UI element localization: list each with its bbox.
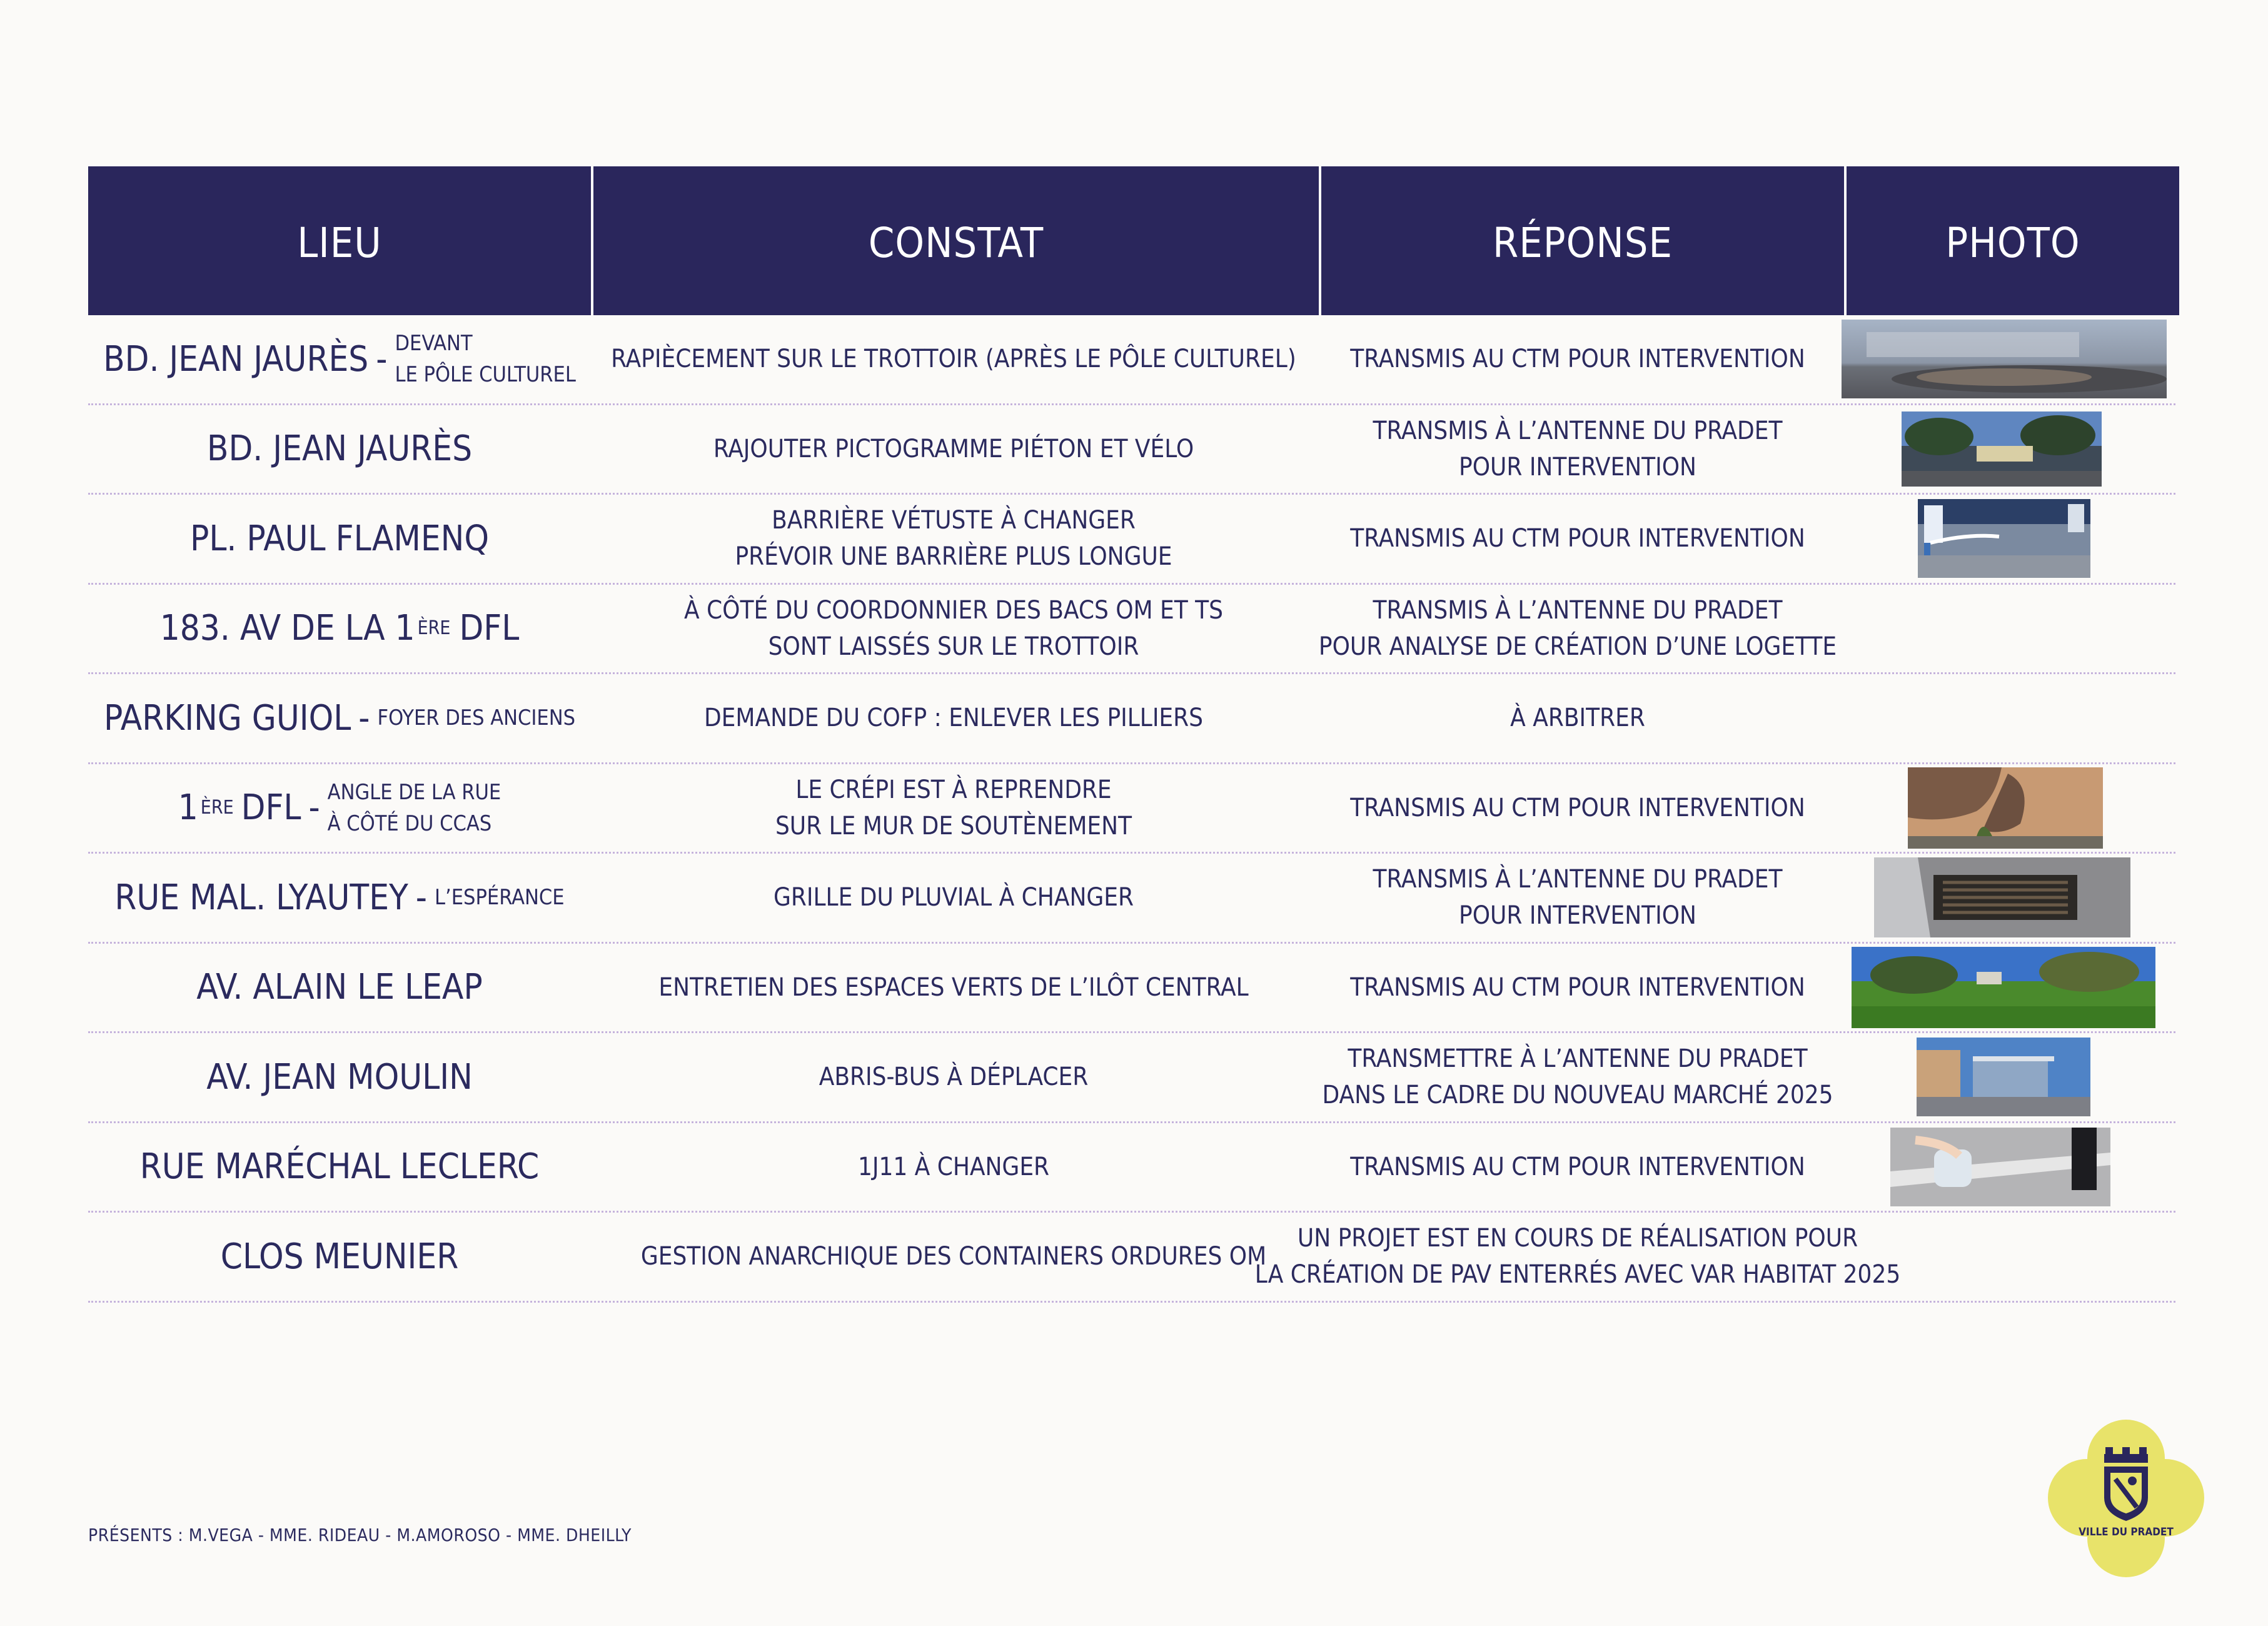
lieu-cell	[88, 495, 591, 583]
photo-cell	[1839, 854, 2175, 942]
trottoir-photo[interactable]	[1842, 320, 2167, 398]
reponse-cell	[1316, 585, 1839, 673]
lieu-main: 183. AV DE LA 1	[159, 608, 415, 649]
photo-cell	[1839, 764, 2175, 852]
reponse-text: TRANSMIS AU CTM POUR INTERVENTION	[1350, 345, 1805, 374]
constat-cell	[591, 764, 1316, 852]
reponse-cell	[1316, 854, 1839, 942]
reponse-text: POUR INTERVENTION	[1459, 452, 1696, 482]
table-row	[88, 764, 2175, 854]
lieu-main: PARKING GUIOL	[103, 697, 351, 739]
lieu-cell	[88, 405, 591, 493]
constat-text: ENTRETIEN DES ESPACES VERTS DE L’ILÔT CENTRAL	[658, 972, 1249, 1002]
constat-cell	[591, 1213, 1316, 1301]
table-row	[88, 1213, 2175, 1303]
barriere-photo[interactable]	[1918, 499, 2090, 578]
photo-cell	[1839, 1213, 2175, 1301]
reponse-text: TRANSMIS AU CTM POUR INTERVENTION	[1350, 793, 1805, 822]
observations-table	[88, 166, 2175, 1303]
lieu-after: DFL	[459, 608, 520, 649]
table-row	[88, 405, 2175, 495]
reponse-text: POUR ANALYSE DE CRÉATION D’UNE LOGETTE	[1318, 632, 1837, 661]
constat-cell	[591, 315, 1316, 403]
constat-text: GRILLE DU PLUVIAL À CHANGER	[774, 883, 1134, 912]
lieu-after: DFL	[241, 787, 301, 829]
flower-logo-icon	[2048, 1420, 2204, 1577]
lieu-cell: RUE MAL. LYAUTEY - L’ESPÉRANCE	[114, 877, 565, 918]
lieu-main: 1	[178, 787, 198, 829]
reponse-text: TRANSMETTRE À L’ANTENNE DU PRADET	[1348, 1044, 1808, 1074]
constat-cell	[591, 944, 1316, 1032]
constat-cell	[591, 585, 1316, 673]
lieu-cell	[88, 1123, 591, 1211]
lieu-sub: L’ESPÉRANCE	[434, 885, 565, 911]
constat-cell	[591, 854, 1316, 942]
lieu-sub-line: DEVANT	[395, 331, 473, 356]
lieu-sub-line: ANGLE DE LA RUE	[327, 779, 501, 805]
reponse-text: TRANSMIS AU CTM POUR INTERVENTION	[1350, 972, 1805, 1002]
lieu-main: CLOS MEUNIER	[220, 1236, 459, 1277]
lieu-superscript: ÈRE	[417, 617, 451, 640]
constat-text: RAJOUTER PICTOGRAMME PIÉTON ET VÉLO	[713, 434, 1194, 463]
reponse-text: TRANSMIS À L’ANTENNE DU PRADET	[1373, 595, 1783, 625]
header-constat: CONSTAT	[593, 166, 1319, 315]
table-row	[88, 315, 2175, 405]
abribus-photo[interactable]	[1917, 1038, 2090, 1116]
reponse-cell	[1316, 764, 1839, 852]
lieu-main: RUE MARÉCHAL LECLERC	[139, 1146, 540, 1188]
ville-du-pradet-logo	[2048, 1420, 2204, 1577]
boulevard-photo[interactable]	[1902, 412, 2102, 487]
photo-cell	[1839, 495, 2175, 583]
lieu-cell	[88, 1033, 591, 1121]
constat-text: BARRIÈRE VÉTUSTE À CHANGER	[772, 506, 1136, 535]
lieu-cell: 1 ÈRE DFL - ANGLE DE LA RUE À CÔTÉ DU CCAS	[88, 764, 591, 852]
grille-photo[interactable]	[1874, 857, 2130, 937]
reponse-text: POUR INTERVENTION	[1459, 901, 1696, 931]
table-row	[88, 854, 2175, 944]
reponse-cell	[1316, 944, 1839, 1032]
attendees-footer: PRÉSENTS : M.VEGA - MME. RIDEAU - M.AMOROSO - MME. DHEILLY	[88, 1525, 632, 1545]
lieu-superscript: ÈRE	[200, 797, 234, 819]
lieu-cell: PARKING GUIOL - FOYER DES ANCIENS	[103, 697, 576, 739]
reponse-text: TRANSMIS AU CTM POUR INTERVENTION	[1350, 1152, 1805, 1181]
mur-photo[interactable]	[1908, 767, 2103, 849]
constat-text: 1J11 À CHANGER	[857, 1152, 1050, 1181]
lieu-cell	[88, 1213, 591, 1301]
lieu-cell	[88, 585, 591, 673]
photo-cell	[1839, 405, 2175, 493]
lieu-sub-line: À CÔTÉ DU CCAS	[327, 810, 492, 836]
reponse-cell	[1316, 1033, 1839, 1121]
constat-text: PRÉVOIR UNE BARRIÈRE PLUS LONGUE	[735, 542, 1172, 572]
lieu-main: PL. PAUL FLAMENQ	[189, 518, 490, 559]
reponse-cell	[1254, 1213, 1901, 1301]
constat-text: ABRIS-BUS À DÉPLACER	[819, 1063, 1089, 1092]
logo-text: VILLE DU PRADET	[2079, 1526, 2174, 1538]
constat-text: DEMANDE DU COFP : ENLEVER LES PILLIERS	[703, 704, 1204, 733]
lieu-sub	[328, 777, 501, 839]
reponse-text: TRANSMIS À L’ANTENNE DU PRADET	[1373, 865, 1783, 894]
photo-cell	[1839, 674, 2175, 762]
lieu-sub-line: LE PÔLE CULTUREL	[395, 362, 576, 388]
lieu-main: BD. JEAN JAURÈS	[103, 338, 369, 380]
header-lieu: LIEU	[88, 166, 591, 315]
photo-cell	[1839, 944, 2175, 1032]
lieu-sub	[395, 328, 575, 390]
table-header	[88, 166, 2175, 315]
constat-cell	[591, 674, 1316, 762]
reponse-text: UN PROJET EST EN COURS DE RÉALISATION POUR	[1297, 1224, 1858, 1253]
lieu-cell	[88, 944, 591, 1032]
espaces-verts-photo[interactable]	[1852, 947, 2155, 1028]
constat-cell	[591, 405, 1316, 493]
reponse-cell	[1316, 1123, 1839, 1211]
lieu-cell: BD. JEAN JAURÈS - DEVANT LE PÔLE CULTUREL	[88, 315, 591, 403]
constat-text: SONT LAISSÉS SUR LE TROTTOIR	[768, 632, 1139, 661]
table-row	[88, 1033, 2175, 1123]
lieu-main: AV. JEAN MOULIN	[206, 1056, 473, 1098]
reponse-text: TRANSMIS À L’ANTENNE DU PRADET	[1373, 416, 1783, 445]
constat-cell	[591, 495, 1316, 583]
header-photo: PHOTO	[1847, 166, 2179, 315]
lieu-main: AV. ALAIN LE LEAP	[196, 967, 483, 1008]
header-reponse: RÉPONSE	[1321, 166, 1844, 315]
reponse-cell	[1316, 405, 1839, 493]
photo-cell	[1839, 1123, 2175, 1211]
reponse-text: À ARBITRER	[1510, 704, 1645, 733]
lieu-main: BD. JEAN JAURÈS	[206, 428, 473, 470]
reponse-text: DANS LE CADRE DU NOUVEAU MARCHÉ 2025	[1322, 1081, 1833, 1110]
lieu-sub: FOYER DES ANCIENS	[377, 705, 576, 731]
reponse-cell	[1316, 495, 1839, 583]
table-row	[88, 1123, 2175, 1213]
photo-cell	[1839, 315, 2175, 403]
potelet-photo[interactable]	[1890, 1128, 2110, 1206]
reponse-cell	[1316, 315, 1839, 403]
constat-text: GESTION ANARCHIQUE DES CONTAINERS ORDURES OM	[640, 1242, 1267, 1271]
constat-cell	[591, 1033, 1316, 1121]
reponse-text: LA CRÉATION DE PAV ENTERRÉS AVEC VAR HABITAT 2025	[1254, 1260, 1901, 1290]
constat-text: À CÔTÉ DU COORDONNIER DES BACS OM ET TS	[683, 595, 1223, 625]
photo-cell	[1839, 1033, 2175, 1121]
table-row	[88, 944, 2175, 1034]
lieu-main: RUE MAL. LYAUTEY	[114, 877, 408, 918]
constat-text: RAPIÈCEMENT SUR LE TROTTOIR (APRÈS LE PÔLE CULTUREL)	[611, 345, 1296, 374]
table-row	[88, 674, 2175, 764]
table-row	[88, 495, 2175, 585]
constat-text: SUR LE MUR DE SOUTÈNEMENT	[775, 811, 1132, 841]
reponse-text: TRANSMIS AU CTM POUR INTERVENTION	[1350, 524, 1805, 553]
reponse-cell	[1316, 674, 1839, 762]
constat-cell	[591, 1123, 1316, 1211]
photo-cell	[1839, 585, 2175, 673]
constat-text: LE CRÉPI EST À REPRENDRE	[795, 775, 1112, 804]
table-row	[88, 585, 2175, 675]
